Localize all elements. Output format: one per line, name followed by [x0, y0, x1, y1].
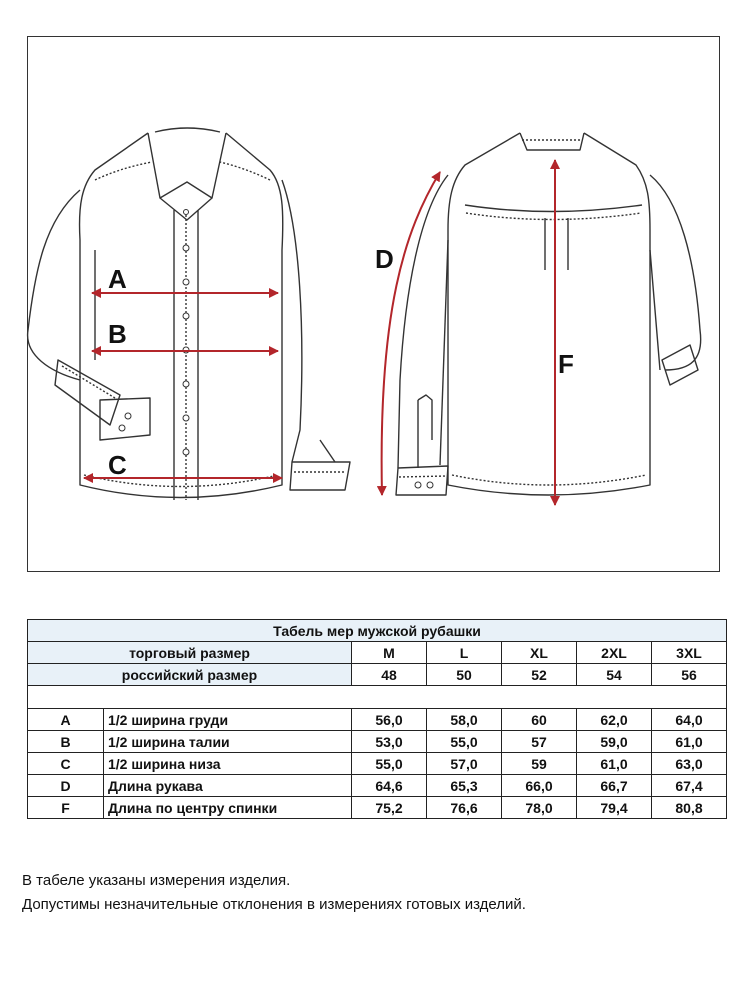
measurement-arrows [84, 160, 555, 505]
russian-size: 54 [577, 664, 652, 686]
row-value: 64,0 [652, 709, 727, 731]
row-value: 60 [502, 709, 577, 731]
trade-size: 3XL [652, 642, 727, 664]
table-row [28, 731, 727, 753]
russian-size: 48 [352, 664, 427, 686]
row-name: Длина рукава [104, 775, 352, 797]
row-code: B [28, 731, 104, 753]
table-title-row [28, 620, 727, 642]
shirt-back-drawing [396, 133, 701, 495]
row-value: 64,6 [352, 775, 427, 797]
trade-size-row [28, 642, 727, 664]
trade-size-label: торговый размер [28, 642, 352, 664]
row-name: 1/2 ширина талии [104, 731, 352, 753]
row-value: 55,0 [427, 731, 502, 753]
trade-size: 2XL [577, 642, 652, 664]
back-buttons [415, 482, 433, 488]
row-value: 57,0 [427, 753, 502, 775]
table-row [28, 775, 727, 797]
russian-size: 50 [427, 664, 502, 686]
row-name: 1/2 ширина груди [104, 709, 352, 731]
label-d: D [375, 244, 394, 274]
row-value: 63,0 [652, 753, 727, 775]
table-title: Табель мер мужской рубашки [28, 620, 727, 642]
table-row [28, 753, 727, 775]
spacer-row [28, 686, 727, 709]
row-code: C [28, 753, 104, 775]
russian-size-label: российский размер [28, 664, 352, 686]
row-value: 56,0 [352, 709, 427, 731]
row-value: 61,0 [577, 753, 652, 775]
trade-size: XL [502, 642, 577, 664]
note-line: В табеле указаны измерения изделия. [22, 872, 291, 889]
row-value: 53,0 [352, 731, 427, 753]
row-value: 79,4 [577, 797, 652, 819]
row-value: 65,3 [427, 775, 502, 797]
row-value: 61,0 [652, 731, 727, 753]
row-value: 67,4 [652, 775, 727, 797]
row-value: 58,0 [427, 709, 502, 731]
row-code: D [28, 775, 104, 797]
notes [22, 869, 526, 917]
row-value: 78,0 [502, 797, 577, 819]
row-value: 75,2 [352, 797, 427, 819]
row-code: F [28, 797, 104, 819]
russian-size: 56 [652, 664, 727, 686]
row-value: 66,7 [577, 775, 652, 797]
label-a: A [108, 264, 127, 294]
row-value: 57 [502, 731, 577, 753]
label-b: B [108, 319, 127, 349]
measurement-labels [108, 244, 574, 480]
size-table [27, 619, 727, 819]
row-value: 80,8 [652, 797, 727, 819]
label-c: C [108, 450, 127, 480]
trade-size: L [427, 642, 502, 664]
front-buttons [119, 210, 189, 456]
trade-size: M [352, 642, 427, 664]
table-row [28, 797, 727, 819]
row-value: 62,0 [577, 709, 652, 731]
row-name: 1/2 ширина низа [104, 753, 352, 775]
row-code: A [28, 709, 104, 731]
table-row [28, 709, 727, 731]
label-f: F [558, 349, 574, 379]
russian-size: 52 [502, 664, 577, 686]
row-value: 55,0 [352, 753, 427, 775]
row-name: Длина по центру спинки [104, 797, 352, 819]
row-value: 59,0 [577, 731, 652, 753]
row-value: 66,0 [502, 775, 577, 797]
note-line: Допустимы незначительные отклонения в измерениях готовых изделий. [22, 896, 526, 913]
row-value: 59 [502, 753, 577, 775]
russian-size-row [28, 664, 727, 686]
arrow-d [382, 172, 440, 495]
row-value: 76,6 [427, 797, 502, 819]
